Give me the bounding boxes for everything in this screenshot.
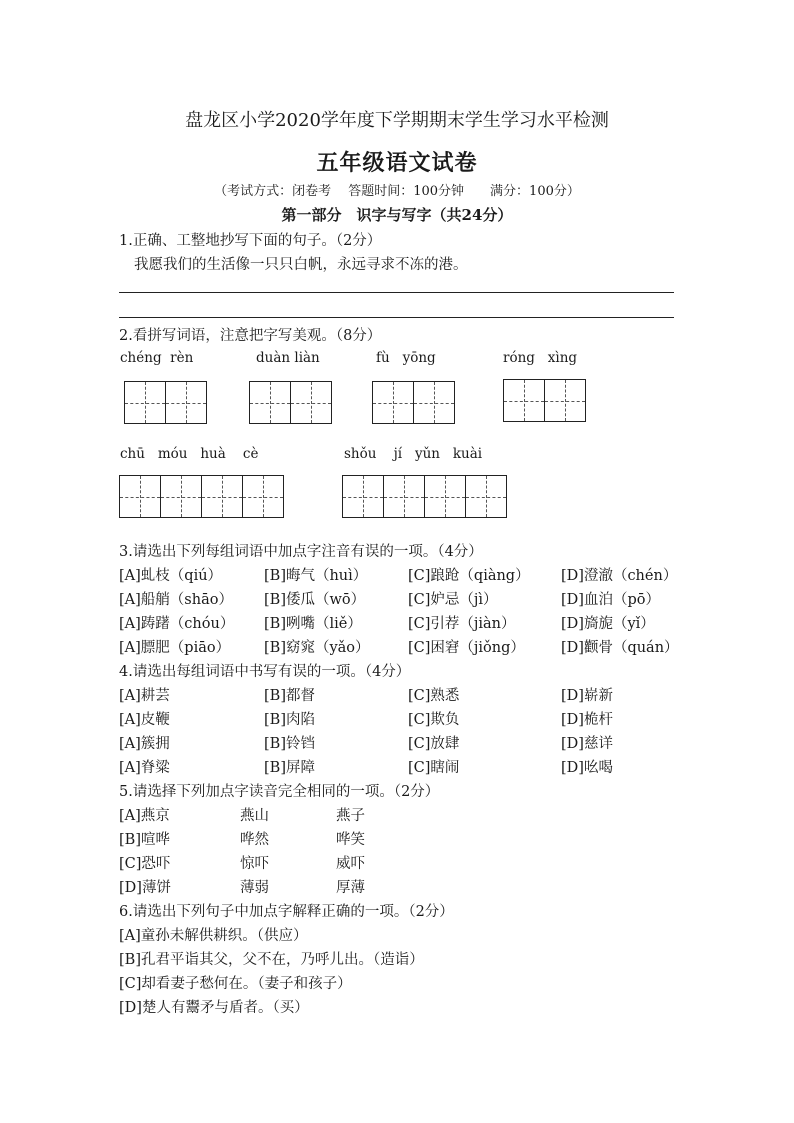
option-word: 厚薄 <box>336 880 365 896</box>
option-c[interactable]: [C]妒忌（jì） <box>408 592 498 608</box>
q5-prompt: 5.请选择下列加点字读音完全相同的一项。（2分） <box>119 784 440 800</box>
option-a[interactable]: [A]童孙未解供耕织。（供应） <box>119 928 308 944</box>
option-c[interactable]: [C]熟悉 <box>408 688 460 704</box>
option-a[interactable]: [A]脊粱 <box>119 760 170 776</box>
part1-heading: 第一部分 识字与写字（共24分） <box>281 206 513 224</box>
option-c[interactable]: [C]引荐（jiàn） <box>408 616 516 632</box>
grid-cell[interactable] <box>161 476 202 517</box>
option-a[interactable]: [A]虬枝（qiú） <box>119 568 223 584</box>
grid-cell[interactable] <box>373 382 414 423</box>
q1-sentence: 我愿我们的生活像一只只白帆，永远寻求不冻的港。 <box>134 257 468 273</box>
option-d[interactable]: [D]崭新 <box>561 688 613 704</box>
q3-prompt: 3.请选出下列每组词语中加点字注音有误的一项。（4分） <box>119 544 483 560</box>
option-b[interactable]: [B]铃铛 <box>264 736 315 752</box>
option-c[interactable]: [C]却看妻子愁何在。（妻子和孩子） <box>119 976 352 992</box>
option-b[interactable]: [B]喧哗 <box>119 832 170 848</box>
grid-cell[interactable] <box>125 382 166 423</box>
option-c[interactable]: [C]踉跄（qiàng） <box>408 568 530 584</box>
pinyin-label: róng xìng <box>503 350 578 366</box>
grid-cell[interactable] <box>166 382 207 423</box>
option-a[interactable]: [A]踌躇（chóu） <box>119 616 235 632</box>
writing-grid[interactable] <box>119 475 284 518</box>
option-word: 哗然 <box>240 832 269 848</box>
option-b[interactable]: [B]晦气（huì） <box>264 568 368 584</box>
grid-cell[interactable] <box>291 382 332 423</box>
option-b[interactable]: [B]屏障 <box>264 760 315 776</box>
option-word: 燕子 <box>336 808 365 824</box>
option-a[interactable]: [A]簇拥 <box>119 736 170 752</box>
option-c[interactable]: [C]放肆 <box>408 736 460 752</box>
grid-cell[interactable] <box>384 476 425 517</box>
pinyin-label: fù yōng <box>376 350 436 366</box>
q1-prompt: 1.正确、工整地抄写下面的句子。（2分） <box>119 233 382 249</box>
option-c[interactable]: [C]困窘（jiǒng） <box>408 640 525 656</box>
option-d[interactable]: [D]澄澈（chén） <box>561 568 678 584</box>
option-a[interactable]: [A]耕芸 <box>119 688 170 704</box>
grid-cell[interactable] <box>120 476 161 517</box>
grid-cell[interactable] <box>545 380 586 421</box>
option-b[interactable]: [B]孔君平诣其父，父不在，乃呼儿出。（造诣） <box>119 952 424 968</box>
exam-subtitle: 五年级语文试卷 <box>316 150 478 176</box>
pinyin-label: chū móu huà cè <box>120 446 259 462</box>
option-d[interactable]: [D]血泊（pō） <box>561 592 660 608</box>
option-a[interactable]: [A]船艄（shāo） <box>119 592 233 608</box>
option-word: 威吓 <box>336 856 365 872</box>
option-word: 燕山 <box>240 808 269 824</box>
pinyin-label: chéng rèn <box>120 350 194 366</box>
writing-grid[interactable] <box>124 381 207 424</box>
option-b[interactable]: [B]咧嘴（liě） <box>264 616 362 632</box>
writing-grid[interactable] <box>372 381 455 424</box>
q6-prompt: 6.请选出下列句子中加点字解释正确的一项。（2分） <box>119 904 454 920</box>
option-b[interactable]: [B]倭瓜（wō） <box>264 592 366 608</box>
q2-prompt: 2.看拼写词语，注意把字写美观。（8分） <box>119 328 382 344</box>
grid-cell[interactable] <box>466 476 507 517</box>
option-b[interactable]: [B]都督 <box>264 688 315 704</box>
writing-grid[interactable] <box>342 475 507 518</box>
grid-cell[interactable] <box>202 476 243 517</box>
option-d[interactable]: [D]慈详 <box>561 736 613 752</box>
option-c[interactable]: [C]恐吓 <box>119 856 171 872</box>
option-d[interactable]: [D]吆喝 <box>561 760 613 776</box>
option-d[interactable]: [D]颧骨（quán） <box>561 640 679 656</box>
option-a[interactable]: [A]膘肥（piāo） <box>119 640 231 656</box>
q4-prompt: 4.请选出每组词语中书写有误的一项。（4分） <box>119 664 411 680</box>
option-a[interactable]: [A]皮鞭 <box>119 712 170 728</box>
option-a[interactable]: [A]燕京 <box>119 808 170 824</box>
answer-line[interactable] <box>119 292 674 293</box>
option-b[interactable]: [B]窈窕（yǎo） <box>264 640 370 656</box>
grid-cell[interactable] <box>504 380 545 421</box>
option-c[interactable]: [C]欺负 <box>408 712 460 728</box>
option-c[interactable]: [C]瞎闹 <box>408 760 460 776</box>
pinyin-label: duàn liàn <box>256 350 320 366</box>
writing-grid[interactable] <box>503 379 586 422</box>
grid-cell[interactable] <box>243 476 284 517</box>
option-d[interactable]: [D]桅杆 <box>561 712 613 728</box>
option-word: 惊吓 <box>240 856 269 872</box>
option-d[interactable]: [D]楚人有鬻矛与盾者。（买） <box>119 1000 309 1016</box>
exam-title: 盘龙区小学2020学年度下学期期末学生学习水平检测 <box>185 110 609 131</box>
grid-cell[interactable] <box>414 382 455 423</box>
exam-meta: （考试方式：闭卷考 答题时间：100分钟 满分：100分） <box>214 184 580 199</box>
answer-line[interactable] <box>119 317 674 318</box>
option-d[interactable]: [D]薄饼 <box>119 880 171 896</box>
option-b[interactable]: [B]肉陷 <box>264 712 315 728</box>
grid-cell[interactable] <box>343 476 384 517</box>
option-word: 薄弱 <box>240 880 269 896</box>
grid-cell[interactable] <box>425 476 466 517</box>
pinyin-label: shǒu jí yǔn kuài <box>344 446 483 462</box>
option-word: 哗笑 <box>336 832 365 848</box>
writing-grid[interactable] <box>249 381 332 424</box>
grid-cell[interactable] <box>250 382 291 423</box>
option-d[interactable]: [D]旖旎（yǐ） <box>561 616 655 632</box>
